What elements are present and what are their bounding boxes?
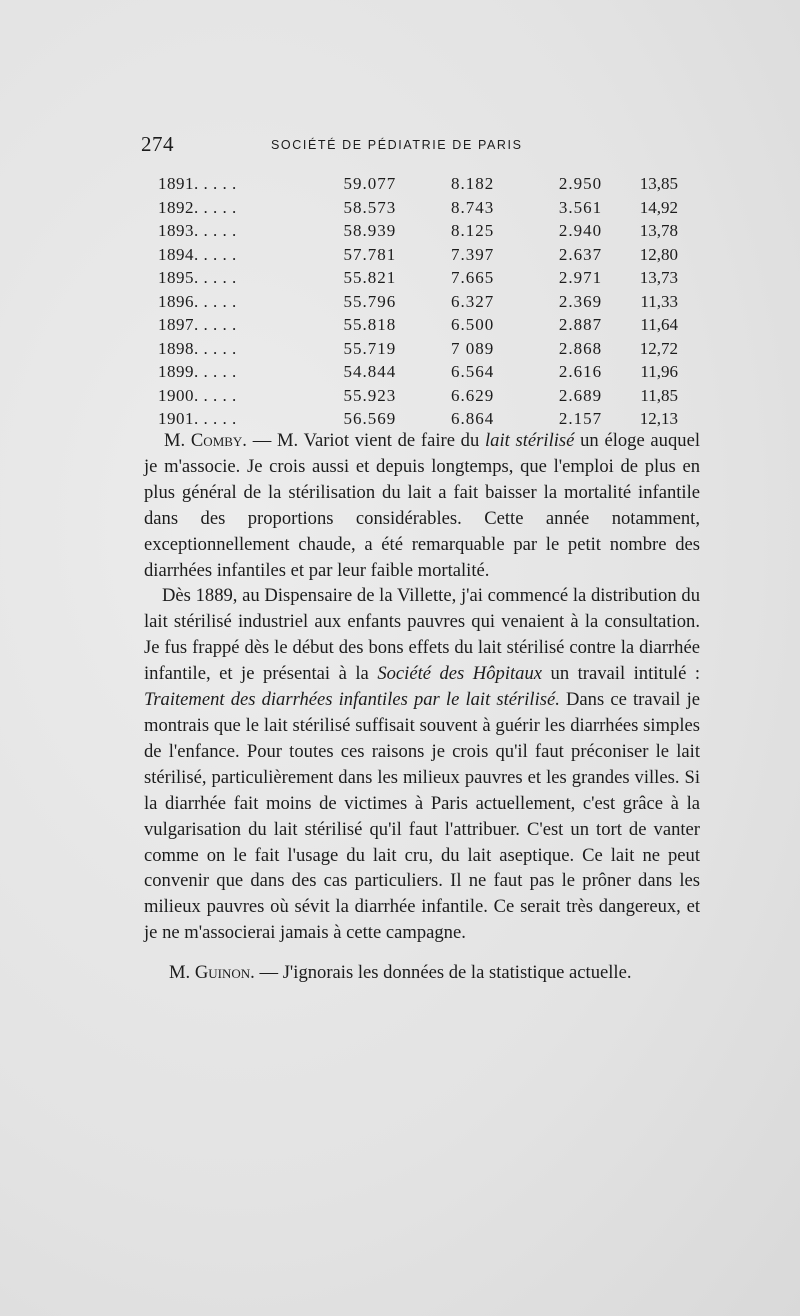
value-cell: 8.182 (450, 174, 495, 193)
text-run: — J'ignorais les données de la statistique actuelle. (254, 962, 632, 984)
value-cell: 54.844 (343, 362, 397, 381)
year-cell: 1893. . . . . (158, 221, 237, 240)
running-title: SOCIÉTÉ DE PÉDIATRIE DE PARIS (271, 138, 523, 152)
year-cell: 1894. . . . . (158, 244, 237, 264)
value-cell: 6.500 (450, 315, 495, 334)
value-cell: 55.821 (343, 268, 397, 287)
value-cell: 12,72 (639, 338, 678, 358)
table-row (158, 172, 678, 196)
table-row (158, 266, 678, 290)
value-cell: 56.569 (343, 409, 397, 428)
value-cell: 7.397 (450, 244, 495, 264)
value-cell: 11,96 (640, 362, 678, 381)
table-row (158, 196, 678, 220)
text-run: un travail intitulé : (542, 663, 700, 685)
value-cell: 14,92 (639, 197, 678, 217)
speaker-name: M. Comby. (164, 430, 247, 451)
paragraph-dispensaire (144, 583, 700, 946)
value-cell: 2.689 (558, 385, 603, 405)
value-cell: 3.561 (558, 197, 603, 217)
table-row (158, 243, 678, 267)
value-cell: 6.629 (450, 385, 495, 405)
value-cell: 2.616 (558, 362, 603, 381)
text-run: Dès 1889, au Dispensaire de la Villette, j'ai commencé la distribution du lait stérilisé industriel aux enfants pauvres qui venaient à la consultation. Je fus frappé dès le début des bons effets du lait stérilisé contre la diarrhée infantile, et je présentai à la (144, 585, 700, 685)
table-row (158, 384, 678, 408)
paragraph-comby (144, 428, 700, 583)
page-number: 274 (141, 132, 174, 156)
value-cell: 7 089 (450, 338, 495, 358)
table-row (158, 290, 678, 314)
year-cell: 1892. . . . . (158, 197, 237, 217)
paragraph-guinon (144, 960, 700, 986)
value-cell: 7.665 (450, 268, 495, 287)
year-cell: 1899. . . . . (158, 362, 237, 381)
table-row (158, 407, 678, 431)
year-cell: 1891. . . . . (158, 174, 237, 193)
value-cell: 55.796 (343, 291, 397, 311)
value-cell: 8.743 (450, 197, 495, 217)
value-cell: 11,85 (640, 385, 678, 405)
value-cell: 2.868 (558, 338, 603, 358)
value-cell: 12,13 (639, 409, 678, 428)
value-cell: 58.939 (343, 221, 397, 240)
value-cell: 13,85 (639, 174, 678, 193)
year-cell: 1901. . . . . (158, 409, 237, 428)
value-cell: 8.125 (450, 221, 495, 240)
value-cell: 2.940 (558, 221, 603, 240)
body-text (144, 428, 700, 986)
value-cell: 2.950 (558, 174, 603, 193)
italic-run: Société des Hôpitaux (377, 663, 543, 685)
table-row (158, 313, 678, 337)
text-run: un éloge auquel je m'associe. Je crois aussi et depuis longtemps, que l'emploi de plus en plus général de la stérilisation du lait a fait baisser la mortalité infantile dans des proportions considérables. Cette année notamment, exceptionnellement chaude, a été remarquable par le petit nombre des diarrhées infantiles et par leur faible mortalité. (144, 430, 700, 581)
value-cell: 2.157 (558, 409, 603, 428)
value-cell: 11,33 (640, 291, 678, 311)
page-header (141, 132, 701, 162)
value-cell: 59.077 (343, 174, 397, 193)
value-cell: 11,64 (640, 315, 678, 334)
value-cell: 2.369 (558, 291, 603, 311)
value-cell: 6.327 (450, 291, 495, 311)
value-cell: 6.864 (450, 409, 495, 428)
value-cell: 58.573 (343, 197, 397, 217)
value-cell: 55.719 (343, 338, 397, 358)
value-cell: 2.637 (558, 244, 603, 264)
italic-run: Traitement des diarrhées infantiles par le lait stérilisé. (144, 689, 560, 711)
italic-run: lait stérilisé (485, 430, 575, 451)
year-cell: 1896. . . . . (158, 291, 237, 311)
value-cell: 6.564 (450, 362, 495, 381)
value-cell: 55.818 (343, 315, 397, 334)
value-cell: 13,78 (639, 221, 678, 240)
value-cell: 12,80 (639, 244, 678, 264)
year-cell: 1898. . . . . (158, 338, 237, 358)
value-cell: 55.923 (343, 385, 397, 405)
value-cell: 13,73 (639, 268, 678, 287)
table-row (158, 360, 678, 384)
statistics-table (158, 172, 678, 431)
text-run: — M. Variot vient de faire du (246, 430, 485, 451)
year-cell: 1895. . . . . (158, 268, 237, 287)
year-cell: 1900. . . . . (158, 385, 237, 405)
speaker-name: M. Guinon. (169, 962, 255, 984)
value-cell: 2.971 (558, 268, 603, 287)
value-cell: 57.781 (343, 244, 397, 264)
year-cell: 1897. . . . . (158, 315, 237, 334)
text-run: Dans ce travail je montrais que le lait stérilisé suffisait souvent à guérir les diarrhées simples de l'enfance. Pour toutes ces raisons je crois qu'il faut préconiser le lait stérilisé, particulièrement dans les milieux pauvres et les grandes villes. Si la diarrhée fait moins de victimes à Paris actuellement, c'est grâce à la vulgarisation du lait stérilisé qu'il faut l'attribuer. C'est un tort de vanter comme on le fait l'usage du lait cru, du lait aseptique. Ce lait ne peut convenir que dans des cas particuliers. Il ne faut pas le prôner dans les milieux pauvres où sévit la diarrhée infantile. Ce serait très dangereux, et je ne m'associerai jamais à cette campagne. (144, 689, 700, 944)
value-cell: 2.887 (558, 315, 603, 334)
table-row (158, 219, 678, 243)
table-row (158, 337, 678, 361)
